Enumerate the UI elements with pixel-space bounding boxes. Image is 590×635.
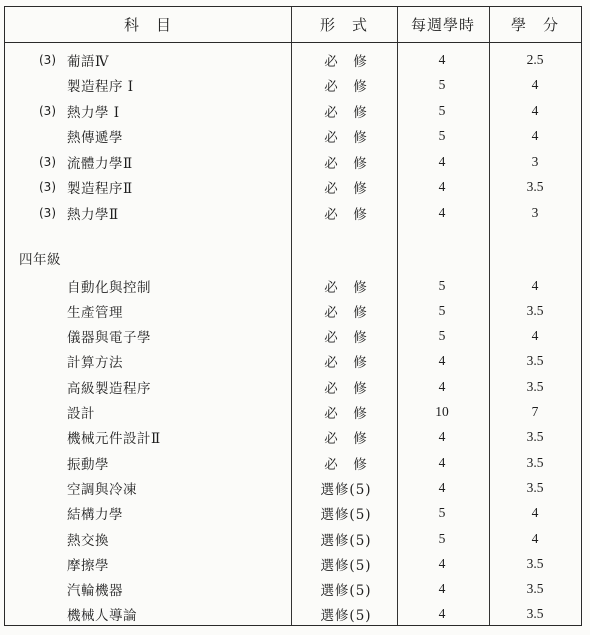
weekly-hours: 4 — [438, 429, 446, 445]
table-row — [5, 47, 581, 72]
course-name: 計算方法 — [67, 355, 123, 372]
course-credits: 3.5 — [526, 378, 544, 394]
weekly-hours: 5 — [438, 277, 446, 293]
table-row — [5, 149, 581, 174]
course-name: 熱傳遞學 — [67, 130, 123, 146]
course-credits: 3.5 — [526, 429, 544, 445]
weekly-hours: 4 — [438, 606, 446, 622]
course-type: 必 修 — [324, 431, 368, 448]
weekly-hours: 5 — [438, 328, 446, 344]
course-credits: 2.5 — [526, 51, 544, 67]
table-row — [5, 526, 581, 551]
table-row — [5, 425, 581, 450]
table-row — [5, 349, 581, 374]
table-row — [5, 73, 581, 98]
weekly-hours: 4 — [438, 454, 446, 470]
course-name: 摩擦學 — [67, 557, 109, 574]
course-type: 必 修 — [324, 456, 368, 473]
course-type: 選修(5) — [320, 481, 372, 498]
table-row — [5, 273, 581, 298]
header-course: 科 目 — [123, 16, 172, 34]
course-name: 振動學 — [67, 456, 109, 473]
course-type: 必 修 — [324, 279, 368, 296]
course-type: 必 修 — [324, 355, 368, 372]
course-name: 機械元件設計Ⅱ — [67, 431, 161, 448]
header-type: 形 式 — [319, 16, 368, 34]
course-type: 必 修 — [324, 130, 368, 146]
course-type: 選修(5) — [320, 608, 372, 625]
course-credits: 3.5 — [526, 555, 544, 571]
course-name: 製造程序 I — [67, 79, 134, 95]
course-name: 流體力學Ⅱ — [67, 155, 133, 172]
course-number: (3) — [39, 205, 56, 220]
weekly-hours: 5 — [438, 302, 446, 318]
weekly-hours: 5 — [438, 505, 446, 521]
course-name: 高級製造程序 — [67, 380, 151, 397]
weekly-hours: 4 — [438, 179, 446, 194]
course-name: 空調與冷凍 — [67, 481, 137, 498]
course-credits: 4 — [531, 505, 539, 521]
section-title: 四年級 — [19, 252, 61, 268]
weekly-hours: 4 — [438, 479, 446, 495]
course-number: (3) — [39, 52, 56, 67]
course-credits: 3.5 — [526, 479, 544, 495]
course-type: 選修(5) — [320, 532, 372, 549]
header-divider — [5, 42, 581, 43]
course-number: (3) — [39, 154, 56, 169]
course-credits: 3.5 — [526, 454, 544, 470]
course-credits: 3.5 — [526, 606, 544, 622]
course-name: 設計 — [67, 406, 95, 422]
table-row — [5, 175, 581, 200]
course-name: 製造程序Ⅱ — [67, 181, 133, 197]
table-row — [5, 124, 581, 149]
course-name: 熱力學 I — [67, 104, 120, 121]
weekly-hours: 5 — [438, 530, 446, 546]
table-row — [5, 501, 581, 526]
course-type: 必 修 — [324, 53, 368, 70]
table-row — [5, 298, 581, 323]
course-credits: 3.5 — [526, 581, 544, 597]
course-name: 儀器與電子學 — [67, 330, 151, 347]
course-name: 汽輪機器 — [67, 583, 123, 600]
table-row — [5, 602, 581, 627]
course-number — [39, 124, 69, 149]
weekly-hours: 5 — [438, 128, 446, 143]
course-type: 選修(5) — [320, 583, 372, 600]
course-name: 自動化與控制 — [67, 279, 151, 296]
course-type: 必 修 — [324, 104, 368, 121]
weekly-hours: 10 — [435, 404, 449, 419]
course-credits: 3 — [531, 153, 539, 169]
course-name: 熱交換 — [67, 532, 109, 549]
course-number: (3) — [39, 103, 56, 118]
weekly-hours: 4 — [438, 581, 446, 597]
header-hours: 每週學時 — [410, 16, 475, 34]
course-credits: 3.5 — [526, 302, 544, 318]
course-type: 必 修 — [324, 330, 368, 347]
course-credits: 3 — [531, 204, 539, 220]
table-row — [5, 450, 581, 475]
course-type: 必 修 — [324, 304, 368, 321]
course-name: 結構力學 — [67, 507, 123, 524]
course-credits: 3.5 — [526, 179, 544, 194]
course-credits: 4 — [531, 328, 539, 344]
course-name: 生產管理 — [67, 304, 123, 321]
weekly-hours: 4 — [438, 204, 446, 220]
course-credits: 7 — [531, 404, 539, 419]
weekly-hours: 4 — [438, 153, 446, 169]
table-row — [5, 577, 581, 602]
course-credits: 4 — [531, 128, 539, 143]
weekly-hours: 5 — [438, 77, 446, 92]
weekly-hours: 4 — [438, 353, 446, 369]
course-type: 必 修 — [324, 155, 368, 172]
table-row — [5, 200, 581, 225]
course-credits: 4 — [531, 102, 539, 118]
course-credits: 4 — [531, 530, 539, 546]
course-table — [4, 6, 582, 626]
course-type: 選修(5) — [320, 557, 372, 574]
table-row — [5, 551, 581, 576]
weekly-hours: 4 — [438, 51, 446, 67]
course-type: 選修(5) — [320, 507, 372, 524]
table-row — [5, 400, 581, 425]
course-credits: 4 — [531, 77, 539, 92]
header-credits: 學 分 — [510, 16, 559, 34]
table-row — [5, 324, 581, 349]
weekly-hours: 4 — [438, 378, 446, 394]
course-name: 機械人導論 — [67, 608, 137, 625]
course-type: 必 修 — [324, 406, 368, 422]
course-type: 必 修 — [324, 181, 368, 197]
course-type: 必 修 — [324, 206, 368, 223]
weekly-hours: 5 — [438, 102, 446, 118]
course-name: 熱力學Ⅱ — [67, 206, 119, 223]
table-row — [5, 475, 581, 500]
weekly-hours: 4 — [438, 555, 446, 571]
table-row — [5, 98, 581, 123]
course-name: 葡語Ⅳ — [67, 53, 109, 70]
course-number — [39, 73, 69, 98]
course-type: 必 修 — [324, 380, 368, 397]
course-type: 必 修 — [324, 79, 368, 95]
course-credits: 3.5 — [526, 353, 544, 369]
table-row — [5, 374, 581, 399]
course-number: (3) — [39, 180, 56, 194]
course-credits: 4 — [531, 277, 539, 293]
